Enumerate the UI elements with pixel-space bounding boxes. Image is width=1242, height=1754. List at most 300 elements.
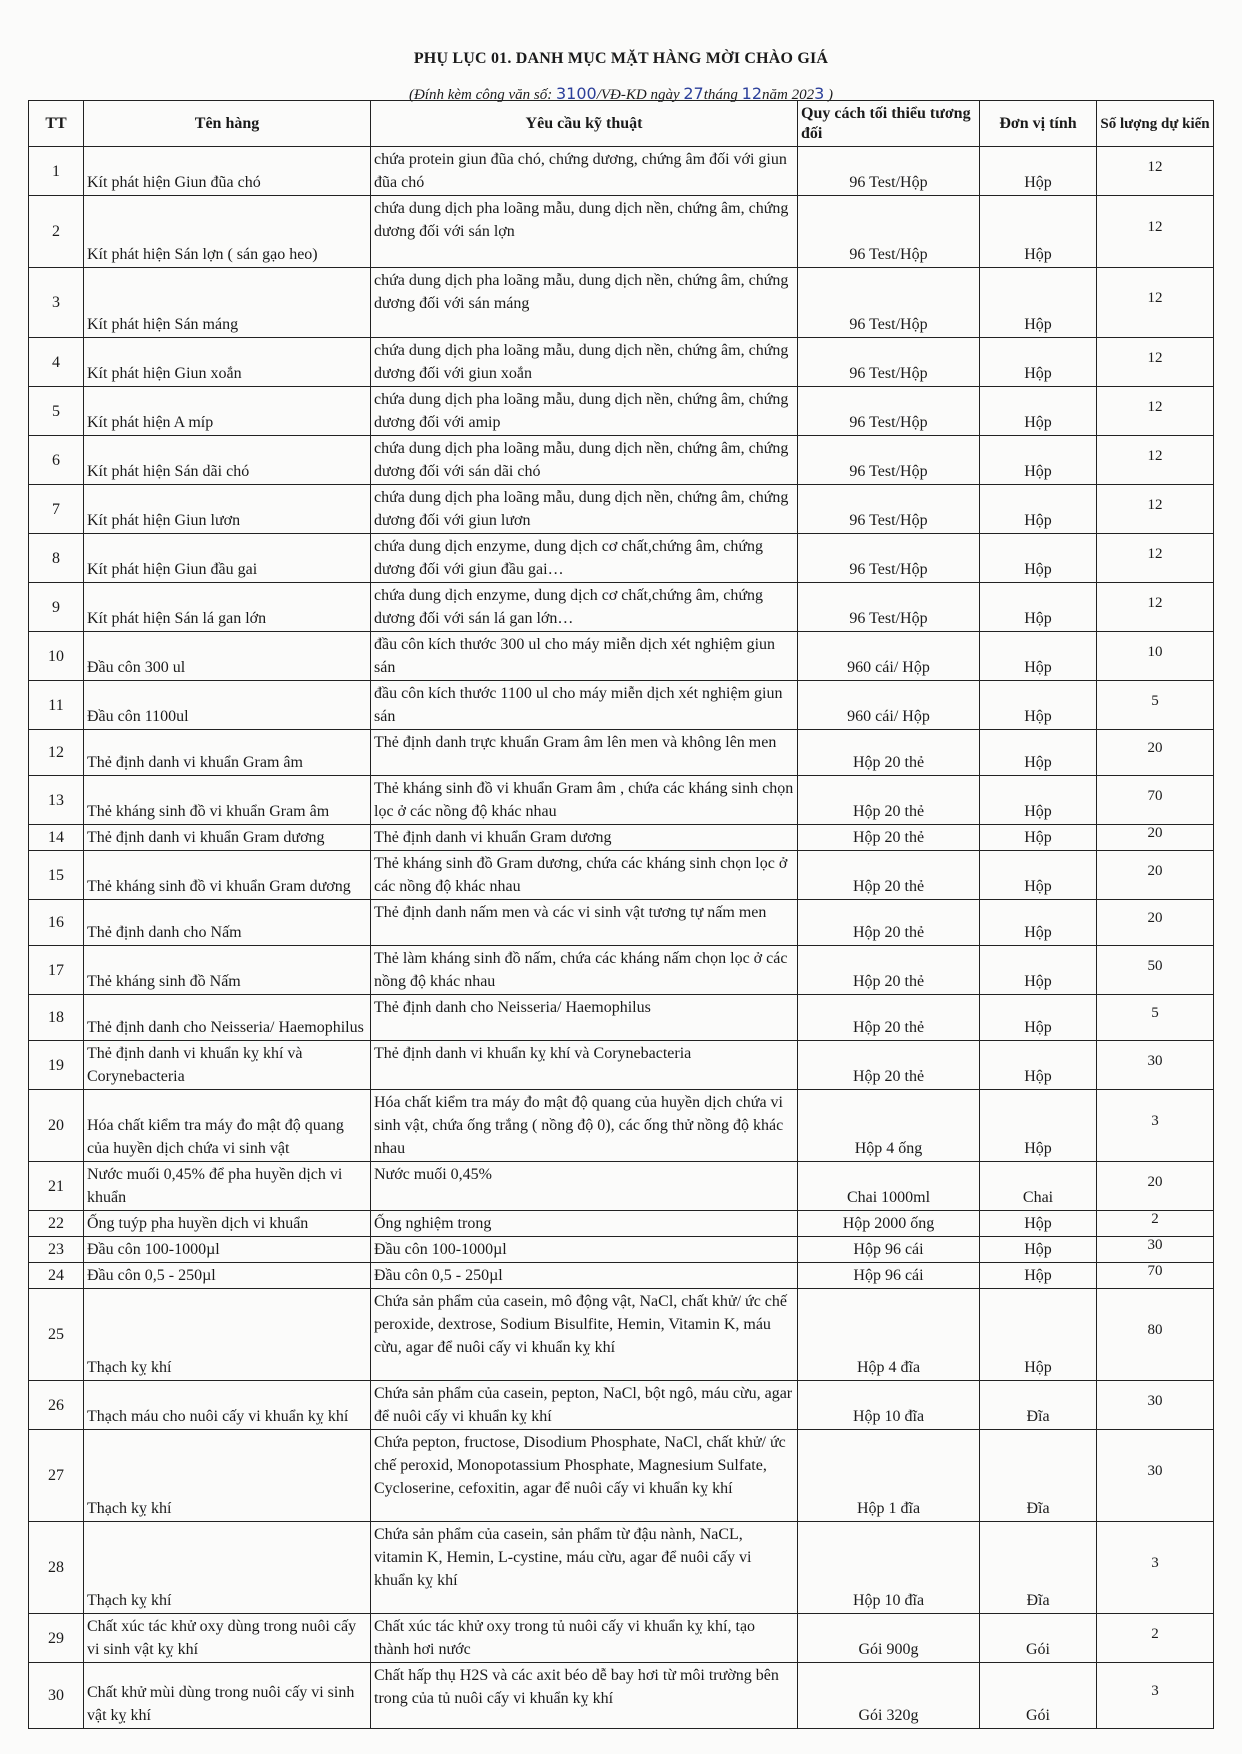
expected-quantity (1097, 436, 1214, 485)
unit-of-measure (980, 1041, 1097, 1090)
table-row (29, 436, 1214, 485)
unit-of-measure-text: Hộp (1024, 1019, 1052, 1036)
technical-requirement (371, 1263, 798, 1289)
packaging-spec (798, 196, 980, 268)
expected-quantity-text: 12 (1147, 349, 1163, 366)
document-month: 12 (741, 84, 763, 103)
expected-quantity (1097, 338, 1214, 387)
row-number (29, 1041, 84, 1090)
technical-requirement-text: Nước muối 0,45% (374, 1166, 493, 1183)
table-row (29, 1381, 1214, 1430)
expected-quantity-text: 20 (1147, 1173, 1163, 1190)
technical-requirement (371, 147, 798, 196)
table-row (29, 825, 1214, 851)
row-number (29, 730, 84, 776)
unit-of-measure (980, 1381, 1097, 1430)
item-name-text: Kít phát hiện Sán dãi chó (87, 463, 250, 480)
expected-quantity-text: 30 (1147, 1052, 1163, 1069)
unit-of-measure (980, 147, 1097, 196)
row-number (29, 1162, 84, 1211)
item-name-text: Thạch kỵ khí (87, 1359, 172, 1376)
packaging-spec (798, 776, 980, 825)
table-row (29, 730, 1214, 776)
item-name (84, 1162, 371, 1211)
table-row (29, 387, 1214, 436)
table-row (29, 147, 1214, 196)
item-name (84, 1381, 371, 1430)
table-row (29, 1430, 1214, 1522)
item-name (84, 946, 371, 995)
technical-requirement-text: Chất xúc tác khử oxy trong tủ nuôi cấy vi khuẩn kỵ khí, tạo thành hơi nước (374, 1618, 756, 1658)
technical-requirement-text: Chất hấp thụ H2S và các axit béo dễ bay hơi từ môi trường bên trong của tủ nuôi cấy vi khuẩn kỵ khí (374, 1667, 779, 1707)
table-row (29, 632, 1214, 681)
unit-of-measure (980, 338, 1097, 387)
technical-requirement-text: đầu côn kích thước 1100 ul cho máy miễn dịch xét nghiệm giun sán (374, 685, 783, 725)
row-number-text: 16 (48, 914, 64, 931)
unit-of-measure-text: Hộp (1024, 754, 1052, 771)
technical-requirement (371, 632, 798, 681)
row-number-text: 19 (48, 1056, 64, 1074)
unit-of-measure (980, 387, 1097, 436)
item-name-text: Kít phát hiện Sán lợn ( sán gạo heo) (87, 246, 318, 263)
packaging-spec-text: 96 Test/Hộp (849, 316, 928, 333)
item-name-text: Thẻ kháng sinh đồ vi khuẩn Gram dương (87, 878, 351, 895)
item-name (84, 196, 371, 268)
table-body (29, 147, 1214, 1729)
item-name (84, 1614, 371, 1663)
expected-quantity (1097, 730, 1214, 776)
row-number-text: 20 (48, 1117, 64, 1134)
expected-quantity-text: 70 (1147, 1263, 1163, 1279)
item-name-text: Thạch máu cho nuôi cấy vi khuẩn kỵ khí (87, 1408, 349, 1425)
row-number (29, 1522, 84, 1614)
item-name (84, 436, 371, 485)
item-name (84, 1090, 371, 1162)
expected-quantity (1097, 946, 1214, 995)
subtitle-text-4: năm 202 (762, 87, 815, 103)
packaging-spec-text: Hộp 96 cái (853, 1267, 924, 1284)
packaging-spec (798, 436, 980, 485)
unit-of-measure (980, 1289, 1097, 1381)
item-name-text: Nước muối 0,45% để pha huyền dịch vi khuẩn (87, 1166, 343, 1206)
row-number-text: 3 (52, 294, 60, 311)
item-name (84, 268, 371, 338)
packaging-spec (798, 338, 980, 387)
packaging-spec (798, 1237, 980, 1263)
row-number-text: 15 (48, 866, 64, 884)
row-number-text: 30 (48, 1687, 64, 1704)
technical-requirement (371, 1090, 798, 1162)
expected-quantity (1097, 1211, 1214, 1237)
row-number-text: 14 (48, 829, 64, 846)
table-row (29, 776, 1214, 825)
item-name-text: Kít phát hiện Giun đầu gai (87, 561, 258, 578)
row-number-text: 21 (48, 1177, 64, 1195)
packaging-spec-text: 96 Test/Hộp (849, 610, 928, 627)
row-number (29, 1090, 84, 1162)
unit-of-measure (980, 1663, 1097, 1729)
technical-requirement (371, 268, 798, 338)
packaging-spec-text: 96 Test/Hộp (849, 463, 928, 480)
unit-of-measure (980, 1211, 1097, 1237)
packaging-spec (798, 851, 980, 900)
header-unit: Đơn vị tính (980, 101, 1097, 147)
expected-quantity (1097, 534, 1214, 583)
expected-quantity (1097, 776, 1214, 825)
technical-requirement-text: Thẻ định danh cho Neisseria/ Haemophilus (374, 999, 651, 1016)
unit-of-measure (980, 1430, 1097, 1522)
packaging-spec (798, 1614, 980, 1663)
technical-requirement-text: Đầu côn 100-1000µl (374, 1241, 507, 1258)
row-number (29, 436, 84, 485)
unit-of-measure-text: Hộp (1024, 659, 1052, 676)
item-name-text: Kít phát hiện Giun đũa chó (87, 174, 261, 191)
expected-quantity-text: 12 (1147, 290, 1163, 306)
unit-of-measure-text: Hộp (1024, 1359, 1052, 1376)
technical-requirement-text: chứa dung dịch pha loãng mẫu, dung dịch nền, chứng âm, chứng dương đối với sán lợn (374, 200, 789, 240)
item-name-text: Hóa chất kiểm tra máy đo mật độ quang của huyền dịch chứa vi sinh vật (87, 1117, 344, 1157)
row-number-text: 17 (48, 961, 64, 979)
packaging-spec-text: 96 Test/Hộp (849, 246, 928, 263)
expected-quantity-text: 20 (1147, 862, 1163, 879)
row-number (29, 1381, 84, 1430)
item-name-text: Thẻ định danh cho Neisseria/ Haemophilus (87, 1019, 364, 1036)
technical-requirement (371, 1614, 798, 1663)
table-row (29, 1041, 1214, 1090)
item-name (84, 1263, 371, 1289)
unit-of-measure-text: Gói (1026, 1641, 1050, 1658)
technical-requirement (371, 485, 798, 534)
technical-requirement-text: Thẻ định danh nấm men và các vi sinh vật tương tự nấm men (374, 904, 767, 921)
expected-quantity (1097, 1663, 1214, 1729)
row-number (29, 632, 84, 681)
expected-quantity (1097, 1162, 1214, 1211)
row-number (29, 1663, 84, 1729)
technical-requirement (371, 1663, 798, 1729)
technical-requirement (371, 851, 798, 900)
packaging-spec-text: Hộp 96 cái (853, 1241, 924, 1258)
expected-quantity (1097, 485, 1214, 534)
expected-quantity (1097, 1041, 1214, 1090)
item-name (84, 338, 371, 387)
item-name (84, 632, 371, 681)
technical-requirement (371, 1522, 798, 1614)
row-number-text: 28 (48, 1559, 64, 1576)
packaging-spec-text: Hộp 1 đĩa (856, 1500, 921, 1517)
item-name-text: Đầu côn 100-1000µl (87, 1241, 220, 1258)
expected-quantity-text: 10 (1147, 643, 1163, 660)
item-name-text: Đầu côn 0,5 - 250µl (87, 1267, 216, 1284)
packaging-spec-text: Hộp 20 thẻ (852, 829, 925, 846)
unit-of-measure (980, 681, 1097, 730)
unit-of-measure-text: Hộp (1024, 924, 1052, 941)
technical-requirement (371, 946, 798, 995)
technical-requirement-text: Chứa pepton, fructose, Disodium Phosphate, NaCl, chất khử/ ức chế peroxid, Monopotassium Phosphate, Magnesium Sulfate, Cycloserine, cefoxitin, agar để nuôi cấy vi khuẩn kỵ khí (374, 1434, 786, 1497)
table-row (29, 681, 1214, 730)
unit-of-measure (980, 632, 1097, 681)
packaging-spec-text: 960 cái/ Hộp (847, 659, 930, 676)
packaging-spec-text: Hộp 4 ống (854, 1140, 923, 1157)
table-row (29, 485, 1214, 534)
item-name (84, 1522, 371, 1614)
expected-quantity-text: 3 (1151, 1555, 1159, 1571)
header-name: Tên hàng (84, 101, 371, 147)
row-number-text: 18 (48, 1009, 64, 1026)
packaging-spec-text: Chai 1000ml (846, 1189, 931, 1206)
technical-requirement-text: chứa dung dịch pha loãng mẫu, dung dịch nền, chứng âm, chứng dương đối với sán máng (374, 272, 789, 312)
technical-requirement (371, 534, 798, 583)
unit-of-measure (980, 1090, 1097, 1162)
technical-requirement-text: Đầu côn 0,5 - 250µl (374, 1267, 503, 1284)
row-number (29, 995, 84, 1041)
unit-of-measure-text: Hộp (1024, 973, 1052, 990)
packaging-spec-text: Hộp 20 thẻ (852, 1019, 925, 1036)
row-number (29, 268, 84, 338)
expected-quantity-text: 5 (1151, 1005, 1159, 1021)
unit-of-measure (980, 534, 1097, 583)
unit-of-measure-text: Gói (1026, 1707, 1050, 1724)
unit-of-measure-text: Hộp (1024, 829, 1052, 846)
unit-of-measure-text: Chai (1022, 1189, 1054, 1206)
packaging-spec-text: 96 Test/Hộp (849, 512, 928, 529)
technical-requirement-text: Thẻ làm kháng sinh đồ nấm, chứa các kháng nấm chọn lọc ở các nồng độ khác nhau (374, 950, 788, 990)
unit-of-measure (980, 1614, 1097, 1663)
technical-requirement-text: Chứa sản phẩm của casein, pepton, NaCl, bột ngô, máu cừu, agar để nuôi cấy vi khuẩn kỵ khí (374, 1385, 793, 1425)
packaging-spec (798, 147, 980, 196)
unit-of-measure (980, 268, 1097, 338)
row-number (29, 900, 84, 946)
item-name-text: Chất xúc tác khử oxy dùng trong nuôi cấy vi sinh vật kỵ khí (87, 1618, 357, 1658)
row-number-text: 11 (48, 696, 64, 714)
unit-of-measure (980, 485, 1097, 534)
packaging-spec (798, 534, 980, 583)
row-number (29, 1263, 84, 1289)
packaging-spec (798, 583, 980, 632)
expected-quantity-text: 3 (1151, 1683, 1159, 1699)
row-number (29, 196, 84, 268)
row-number (29, 338, 84, 387)
technical-requirement (371, 1381, 798, 1430)
row-number-text: 9 (52, 598, 60, 616)
packaging-spec (798, 1663, 980, 1729)
technical-requirement-text: Thẻ định danh vi khuẩn Gram dương (374, 829, 612, 846)
packaging-spec (798, 1041, 980, 1090)
item-name-text: Thẻ định danh vi khuẩn Gram âm (87, 754, 303, 771)
item-name (84, 583, 371, 632)
item-name-text: Kít phát hiện Sán máng (87, 316, 239, 333)
packaging-spec-text: 96 Test/Hộp (849, 174, 928, 191)
row-number (29, 485, 84, 534)
table-row (29, 1237, 1214, 1263)
row-number (29, 825, 84, 851)
item-name (84, 387, 371, 436)
expected-quantity-text: 70 (1147, 787, 1163, 804)
packaging-spec (798, 632, 980, 681)
packaging-spec (798, 1162, 980, 1211)
row-number-text: 10 (48, 647, 64, 665)
expected-quantity (1097, 1090, 1214, 1162)
technical-requirement-text: Thẻ kháng sinh đồ vi khuẩn Gram âm , chứa các kháng sinh chọn lọc ở các nồng độ khác nhau (374, 780, 794, 820)
item-name (84, 1041, 371, 1090)
item-name-text: Ống tuýp pha huyền dịch vi khuẩn (87, 1215, 309, 1232)
packaging-spec-text: Gói 320g (858, 1707, 919, 1724)
table-row (29, 1289, 1214, 1381)
unit-of-measure-text: Hộp (1024, 803, 1052, 820)
unit-of-measure-text: Hộp (1024, 246, 1052, 263)
packaging-spec (798, 730, 980, 776)
unit-of-measure (980, 995, 1097, 1041)
technical-requirement-text: Thẻ định danh trực khuẩn Gram âm lên men và không lên men (374, 734, 777, 751)
packaging-spec (798, 387, 980, 436)
technical-requirement-text: chứa protein giun đũa chó, chứng dương, chứng âm đối với giun đũa chó (374, 151, 787, 191)
packaging-spec (798, 681, 980, 730)
unit-of-measure-text: Hộp (1024, 561, 1052, 578)
item-name-text: Thẻ định danh cho Nấm (87, 924, 242, 941)
document-year-digit: 3 (814, 84, 825, 103)
table-row (29, 851, 1214, 900)
item-name (84, 730, 371, 776)
header-quantity: Số lượng dự kiến (1097, 101, 1214, 147)
packaging-spec-text: 96 Test/Hộp (849, 365, 928, 382)
item-name (84, 1663, 371, 1729)
packaging-spec (798, 900, 980, 946)
unit-of-measure-text: Hộp (1024, 610, 1052, 627)
technical-requirement-text: Thẻ định danh vi khuẩn kỵ khí và Corynebacteria (374, 1045, 692, 1062)
packaging-spec (798, 1430, 980, 1522)
expected-quantity-text: 2 (1151, 1211, 1159, 1227)
item-name (84, 995, 371, 1041)
packaging-spec-text: Gói 900g (858, 1641, 919, 1658)
item-name (84, 1430, 371, 1522)
technical-requirement-text: Chứa sản phẩm của casein, mô động vật, NaCl, chất khử/ ức chế peroxide, dextrose, Sodium Bisulfite, Hemin, Vitamin K, máu cừu, agar để nuôi cấy vi khuẩn kỵ khí (374, 1293, 788, 1356)
technical-requirement-text: Chứa sản phẩm của casein, sản phẩm từ đậu nành, NaCL, vitamin K, Hemin, L-cystine, máu cừu, agar để nuôi cấy vi khuẩn kỵ khí (374, 1526, 752, 1589)
expected-quantity-text: 3 (1151, 1113, 1159, 1129)
packaging-spec-text: 960 cái/ Hộp (847, 708, 930, 725)
packaging-spec-text: Hộp 10 đĩa (852, 1408, 925, 1425)
packaging-spec-text: Hộp 20 thẻ (852, 1068, 925, 1085)
page-title: PHỤ LỤC 01. DANH MỤC MẶT HÀNG MỜI CHÀO GIÁ (413, 50, 829, 67)
table-row (29, 1211, 1214, 1237)
unit-of-measure-text: Đĩa (1026, 1408, 1050, 1425)
packaging-spec-text: Hộp 20 thẻ (852, 754, 925, 771)
unit-of-measure (980, 776, 1097, 825)
subtitle-text-2: /VĐ-KD ngày (596, 87, 684, 103)
expected-quantity (1097, 147, 1214, 196)
table-row (29, 1522, 1214, 1614)
packaging-spec (798, 1211, 980, 1237)
item-name-text: Thạch kỵ khí (87, 1592, 172, 1609)
expected-quantity (1097, 1289, 1214, 1381)
item-name-text: Thạch kỵ khí (87, 1500, 172, 1517)
item-name (84, 1289, 371, 1381)
row-number-text: 24 (48, 1267, 64, 1284)
unit-of-measure (980, 851, 1097, 900)
row-number (29, 147, 84, 196)
row-number-text: 29 (48, 1629, 64, 1647)
unit-of-measure-text: Hộp (1024, 316, 1052, 333)
row-number-text: 4 (52, 353, 60, 371)
row-number (29, 776, 84, 825)
item-name (84, 485, 371, 534)
expected-quantity (1097, 1522, 1214, 1614)
packaging-spec (798, 1090, 980, 1162)
row-number-text: 26 (48, 1396, 64, 1414)
row-number-text: 22 (48, 1215, 64, 1232)
expected-quantity-text: 20 (1147, 910, 1163, 926)
table-row (29, 268, 1214, 338)
item-name-text: Thẻ định danh vi khuẩn kỵ khí và Corynebacteria (87, 1045, 303, 1085)
technical-requirement (371, 776, 798, 825)
unit-of-measure-text: Đĩa (1026, 1500, 1050, 1517)
row-number (29, 583, 84, 632)
table-row (29, 995, 1214, 1041)
expected-quantity-text: 30 (1147, 1463, 1163, 1479)
row-number-text: 23 (48, 1241, 64, 1258)
expected-quantity-text: 5 (1151, 692, 1159, 709)
expected-quantity (1097, 196, 1214, 268)
table-row (29, 1263, 1214, 1289)
unit-of-measure-text: Hộp (1024, 1140, 1052, 1157)
unit-of-measure (980, 196, 1097, 268)
expected-quantity-text: 20 (1147, 825, 1163, 841)
expected-quantity-text: 12 (1147, 594, 1163, 611)
row-number (29, 1614, 84, 1663)
item-name (84, 851, 371, 900)
row-number-text: 8 (52, 549, 60, 567)
technical-requirement (371, 583, 798, 632)
table-row (29, 583, 1214, 632)
item-name (84, 147, 371, 196)
item-name (84, 534, 371, 583)
row-number-text: 7 (52, 500, 60, 518)
row-number (29, 1289, 84, 1381)
unit-of-measure-text: Hộp (1024, 708, 1052, 725)
document-day: 27 (683, 84, 704, 103)
packaging-spec (798, 995, 980, 1041)
expected-quantity (1097, 1430, 1214, 1522)
packaging-spec-text: Hộp 4 đĩa (856, 1359, 921, 1376)
technical-requirement (371, 1289, 798, 1381)
row-number (29, 1430, 84, 1522)
item-name (84, 1237, 371, 1263)
row-number-text: 27 (48, 1467, 64, 1484)
expected-quantity (1097, 1237, 1214, 1263)
packaging-spec-text: 96 Test/Hộp (849, 561, 928, 578)
unit-of-measure (980, 1263, 1097, 1289)
packaging-spec (798, 825, 980, 851)
expected-quantity-text: 12 (1147, 545, 1163, 562)
technical-requirement (371, 1162, 798, 1211)
expected-quantity (1097, 583, 1214, 632)
technical-requirement (371, 730, 798, 776)
expected-quantity-text: 50 (1147, 957, 1163, 974)
packaging-spec-text: Hộp 10 đĩa (852, 1592, 925, 1609)
header-specification: Quy cách tối thiểu tương đối (798, 101, 980, 147)
technical-requirement (371, 387, 798, 436)
unit-of-measure-text: Hộp (1024, 512, 1052, 529)
packaging-spec-text: Hộp 20 thẻ (852, 878, 925, 895)
row-number-text: 12 (48, 744, 64, 761)
expected-quantity (1097, 632, 1214, 681)
technical-requirement (371, 1211, 798, 1237)
unit-of-measure (980, 730, 1097, 776)
row-number-text: 2 (52, 223, 60, 240)
unit-of-measure-text: Hộp (1024, 174, 1052, 191)
unit-of-measure (980, 436, 1097, 485)
header-tt: TT (29, 101, 84, 147)
item-name-text: Thẻ kháng sinh đồ vi khuẩn Gram âm (87, 803, 330, 820)
technical-requirement-text: chứa dung dịch pha loãng mẫu, dung dịch nền, chứng âm, chứng dương đối với amip (374, 391, 789, 431)
